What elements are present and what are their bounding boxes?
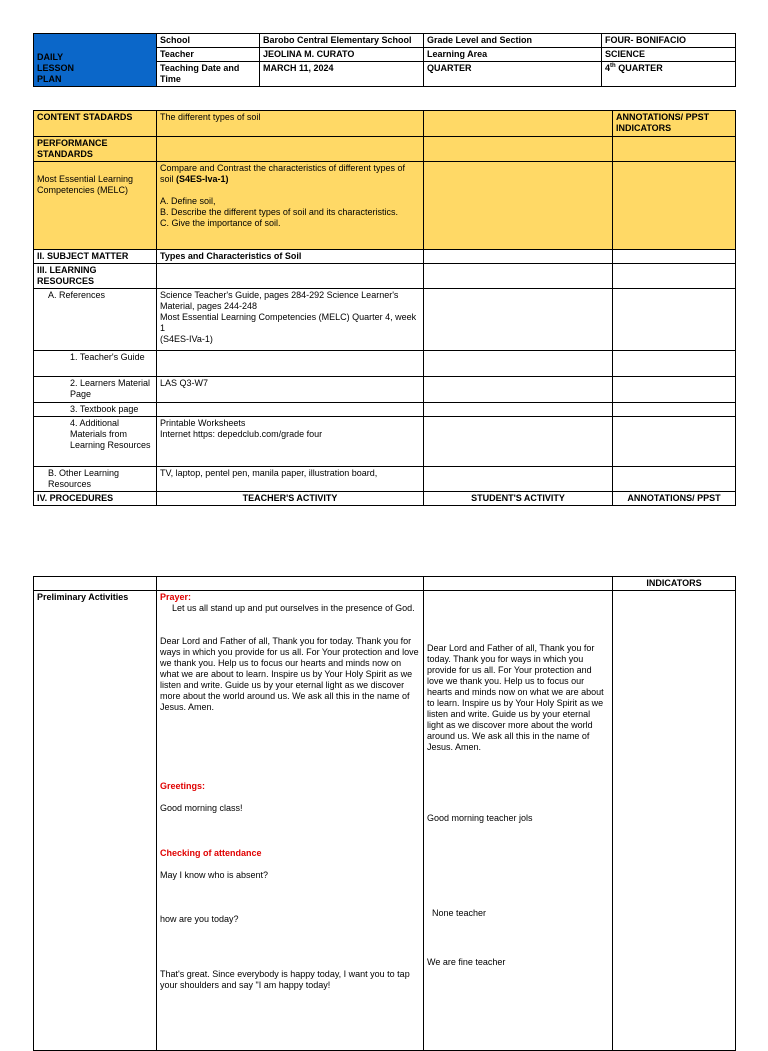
empty-cell <box>34 577 157 591</box>
teacher-label: Teacher <box>157 48 260 62</box>
student-prayer: Dear Lord and Father of all, Thank you for today. Thank you for ways in which you provide for us all. For Your protection and love we thank you. Help us to focus our hearts and minds now on what we are about to learn. Inspire us by Your Holy Spirit as we listen and write. Guide us by your eternal light as we discover more about the world around us. We ask all this in the name of Jesus. Amen. <box>427 643 604 752</box>
empty-cell <box>613 403 736 417</box>
date-label: Teaching Date and Time <box>157 62 260 87</box>
empty-cell <box>157 137 424 162</box>
empty-cell <box>157 351 424 377</box>
quarter-sup: th <box>610 63 616 69</box>
melc-text: Compare and Contrast the characteristics of different types of soil <box>160 163 405 184</box>
quarter-word: QUARTER <box>615 63 663 73</box>
empty-cell <box>424 403 613 417</box>
other-resources-label: B. Other Learning Resources <box>34 467 157 492</box>
indicators-label: INDICATORS <box>613 577 736 591</box>
empty-cell <box>613 417 736 467</box>
dlp-label-2: LESSON <box>37 63 75 73</box>
date-value: MARCH 11, 2024 <box>260 62 424 87</box>
teacher-value: JEOLINA M. CURATO <box>260 48 424 62</box>
objective-a: A. Define soil, <box>160 196 216 206</box>
empty-cell <box>424 111 613 137</box>
empty-cell <box>613 289 736 351</box>
am-line-1: Printable Worksheets <box>160 418 246 428</box>
attendance-heading: Checking of attendance <box>160 848 262 858</box>
dlp-label-3: PLAN <box>37 74 62 84</box>
empty-cell <box>157 577 424 591</box>
student-activity-header: STUDENT'S ACTIVITY <box>424 492 613 506</box>
prayer-heading: Prayer: <box>160 592 192 602</box>
how-answer: We are fine teacher <box>427 957 506 967</box>
greetings-heading: Greetings: <box>160 781 206 791</box>
ref-line-3: (S4ES-IVa-1) <box>160 334 213 344</box>
procedures-table <box>33 576 736 1051</box>
procedures-label: IV. PROCEDURES <box>34 492 157 506</box>
preliminary-label: Preliminary Activities <box>34 591 157 1051</box>
empty-cell <box>424 264 613 289</box>
grade-label: Grade Level and Section <box>424 34 602 48</box>
resources-label: III. LEARNING RESOURCES <box>34 264 157 289</box>
empty-cell <box>424 467 613 492</box>
empty-cell <box>613 250 736 264</box>
additional-materials-content <box>157 417 424 467</box>
objective-c: C. Give the importance of soil. <box>160 218 281 228</box>
melc-label-text: Most Essential Learning Competencies (MELC) <box>37 174 134 195</box>
prayer-intro: Let us all stand up and put ourselves in the presence of God. <box>172 603 415 613</box>
greet-student: Good morning teacher jols <box>427 813 533 823</box>
annotations-header: ANNOTATIONS/ PPST <box>613 492 736 506</box>
quarter-value <box>602 62 736 87</box>
empty-cell <box>613 467 736 492</box>
melc-code: (S4ES-Iva-1) <box>176 174 229 184</box>
empty-cell <box>424 137 613 162</box>
empty-cell <box>424 162 613 250</box>
header-table <box>33 33 736 87</box>
ref-line-2: Most Essential Learning Competencies (MELC) Quarter 4, week 1 <box>160 312 417 333</box>
subject-label: II. SUBJECT MATTER <box>34 250 157 264</box>
school-label: School <box>157 34 260 48</box>
additional-materials-label: 4. Additional Materials from Learning Resources <box>34 417 157 467</box>
empty-cell <box>157 264 424 289</box>
learners-material-value: LAS Q3-W7 <box>157 377 424 403</box>
empty-cell <box>424 351 613 377</box>
how-question: how are you today? <box>160 914 239 924</box>
teachers-guide-label: 1. Teacher's Guide <box>34 351 157 377</box>
ref-line-1: Science Teacher's Guide, pages 284-292 Science Learner's Material, pages 244-248 <box>160 290 399 311</box>
empty-cell <box>157 403 424 417</box>
quarter-num: 4 <box>605 63 611 73</box>
empty-cell <box>613 264 736 289</box>
empty-cell <box>424 289 613 351</box>
empty-cell <box>424 417 613 467</box>
greet-teacher: Good morning class! <box>160 803 243 813</box>
teacher-activity-header: TEACHER'S ACTIVITY <box>157 492 424 506</box>
learners-material-label: 2. Learners Material Page <box>34 377 157 403</box>
am-line-2: Internet https: depedclub.com/grade four <box>160 429 323 439</box>
school-value: Barobo Central Elementary School <box>260 34 424 48</box>
content-value: The different types of soil <box>157 111 424 137</box>
happy-text: That's great. Since everybody is happy today, I want you to tap your shoulders and say "I am happy today! <box>160 969 410 990</box>
teacher-activity-cell <box>157 591 424 1051</box>
dlp-label-cell <box>34 34 157 87</box>
empty-cell <box>613 137 736 162</box>
quarter-label: QUARTER <box>424 62 602 87</box>
grade-value: FOUR- BONIFACIO <box>602 34 736 48</box>
empty-cell <box>613 377 736 403</box>
indicators-cell <box>613 591 736 1051</box>
performance-label: PERFORMANCE STANDARDS <box>34 137 157 162</box>
absent-question: May I know who is absent? <box>160 870 269 880</box>
empty-cell <box>424 577 613 591</box>
references-content <box>157 289 424 351</box>
references-label: A. References <box>34 289 157 351</box>
absent-answer: None teacher <box>432 908 487 918</box>
textbook-label: 3. Textbook page <box>34 403 157 417</box>
dlp-label-1: DAILY <box>37 52 64 62</box>
empty-cell <box>424 377 613 403</box>
other-resources-value: TV, laptop, pentel pen, manila paper, illustration board, <box>157 467 424 492</box>
area-value: SCIENCE <box>602 48 736 62</box>
annotations-label: ANNOTATIONS/ PPST INDICATORS <box>613 111 736 137</box>
content-label: CONTENT STADARDS <box>34 111 157 137</box>
subject-value: Types and Characteristics of Soil <box>157 250 424 264</box>
objective-b: B. Describe the different types of soil and its characteristics. <box>160 207 398 217</box>
prayer-text: Dear Lord and Father of all, Thank you for today. Thank you for ways in which you provide for us all. For Your protection and love we thank you. Help us to focus our hearts and minds now on what we are about to learn. Inspire us by Your Holy Spirit as we listen and write. Guide us by your eternal light as we discover more about the world around us. We ask all this in the name of Jesus. Amen. <box>160 636 419 712</box>
melc-content <box>157 162 424 250</box>
empty-cell <box>613 162 736 250</box>
area-label: Learning Area <box>424 48 602 62</box>
student-activity-cell <box>424 591 613 1051</box>
main-table <box>33 110 736 506</box>
empty-cell <box>613 351 736 377</box>
melc-label <box>34 162 157 250</box>
empty-cell <box>424 250 613 264</box>
